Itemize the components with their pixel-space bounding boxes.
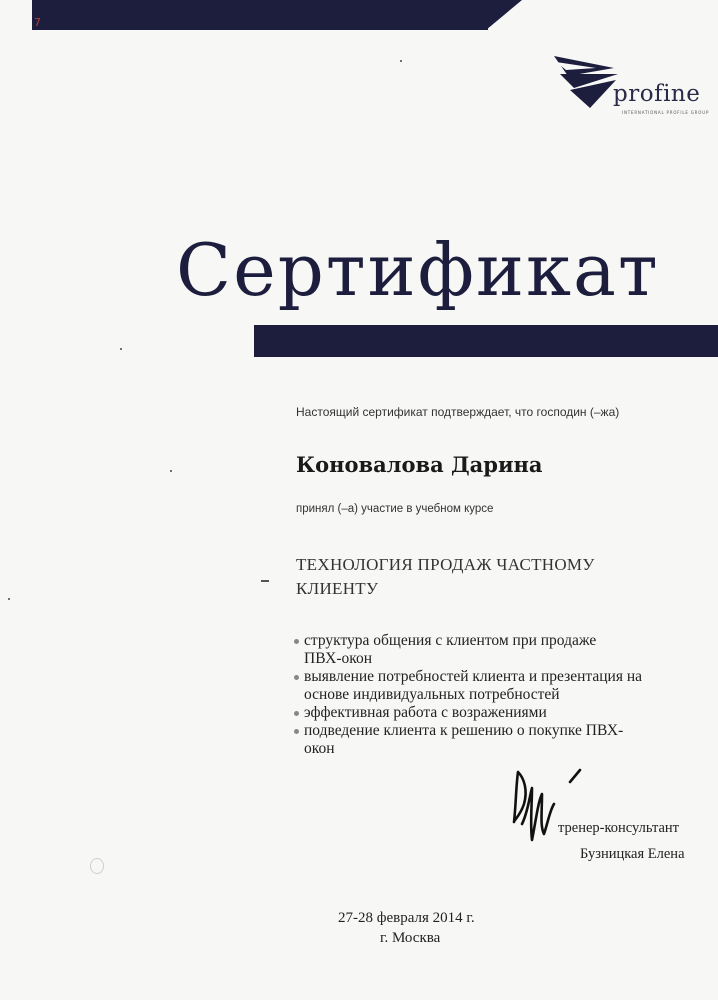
topic-line: основе индивидуальных потребностей — [304, 686, 560, 703]
topic-line: ПВХ-окон — [304, 650, 373, 667]
recipient-name: Коновалова Дарина — [296, 452, 543, 477]
profine-logo — [552, 54, 714, 120]
course-topics-list — [294, 632, 714, 758]
bullet-icon — [294, 729, 299, 734]
paper-speck — [170, 470, 172, 472]
paper-speck — [8, 598, 10, 600]
paper-smudge — [90, 858, 104, 874]
top-decorative-bar — [32, 0, 488, 30]
topic-line: окон — [304, 740, 335, 757]
bullet-icon — [294, 639, 299, 644]
title-underline-bar — [254, 325, 718, 357]
list-item — [294, 668, 714, 704]
certificate-title: Сертификат — [176, 228, 660, 312]
course-city: г. Москва — [380, 930, 441, 946]
list-item — [294, 722, 714, 758]
course-title-line: ТЕХНОЛОГИЯ ПРОДАЖ ЧАСТНОМУ — [296, 555, 595, 574]
course-title-line: КЛИЕНТУ — [296, 579, 379, 598]
logo-tagline: INTERNATIONAL PROFILE GROUP — [622, 110, 710, 115]
corner-handwritten-mark: 7 — [34, 16, 41, 29]
topic-line: подведение клиента к решению о покупке ПВХ- — [304, 722, 624, 739]
logo-wordmark: profine — [613, 81, 701, 107]
list-item — [294, 632, 714, 668]
bullet-icon — [294, 711, 299, 716]
topic-line: выявление потребностей клиента и презентация на — [304, 668, 643, 685]
intro-text: Настоящий сертификат подтверждает, что господин (–жа) — [296, 405, 620, 419]
course-date: 27-28 февраля 2014 г. — [338, 910, 475, 926]
topic-line: структура общения с клиентом при продаже — [304, 632, 597, 649]
trainer-role: тренер-консультант — [558, 820, 679, 836]
top-bar-slant — [486, 0, 522, 30]
list-item — [294, 704, 714, 722]
paper-speck — [120, 348, 122, 350]
topic-line: эффективная работа с возражениями — [304, 704, 547, 721]
trainer-name: Бузницкая Елена — [580, 846, 685, 862]
paper-speck — [400, 60, 402, 62]
profine-emblem-icon — [552, 54, 622, 112]
bullet-icon — [294, 675, 299, 680]
course-title — [296, 553, 706, 601]
margin-dash-mark — [261, 580, 269, 582]
participation-text: принял (–а) участие в учебном курсе — [296, 503, 494, 515]
